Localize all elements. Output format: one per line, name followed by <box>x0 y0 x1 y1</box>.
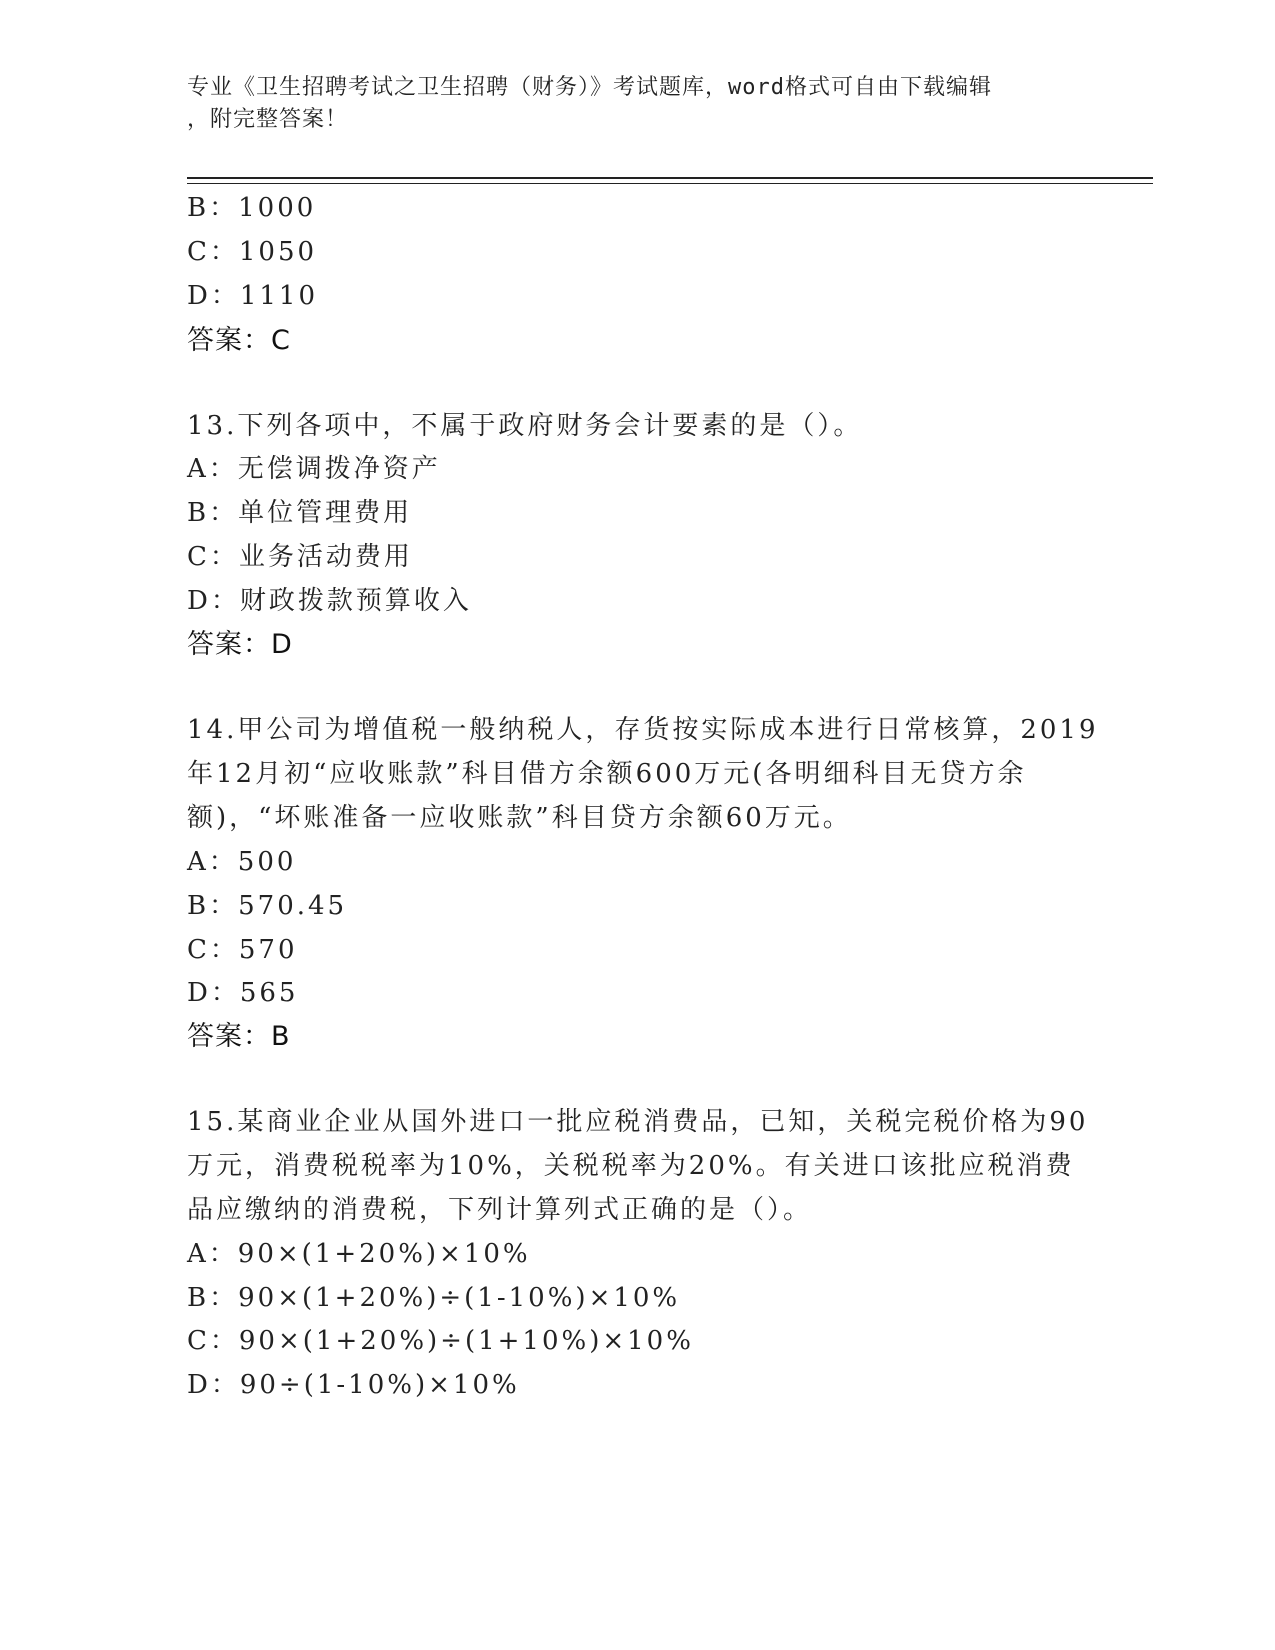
q14-option-d: D：565 <box>187 978 299 1008</box>
q15-stem-line-1: 15.某商业企业从国外进口一批应税消费品，已知，关税完税价格为90 <box>187 1107 1089 1137</box>
q14-stem-line-3: 额)，“坏账准备一应收账款”科目贷方余额60万元。 <box>187 803 852 833</box>
q15-option-d: D：90÷(1-10%)×10% <box>187 1370 520 1400</box>
q15-stem-line-3: 品应缴纳的消费税，下列计算列式正确的是（）。 <box>187 1195 813 1225</box>
q14-answer: 答案：B <box>187 1021 291 1052</box>
q12-option-c: C：1050 <box>187 237 318 267</box>
q12-option-d: D：1110 <box>187 281 319 311</box>
q12-option-b: B：1000 <box>187 193 317 223</box>
q14-stem-line-1: 14.甲公司为增值税一般纳税人，存货按实际成本进行日常核算，2019 <box>187 715 1099 745</box>
q13-stem: 13.下列各项中，不属于政府财务会计要素的是（）。 <box>187 411 863 441</box>
header-divider-thin <box>187 183 1153 184</box>
q13-option-b: B：单位管理费用 <box>187 498 413 528</box>
q13-answer: 答案：D <box>187 629 293 660</box>
header-divider-thick <box>187 177 1153 179</box>
document-header <box>187 72 1087 136</box>
q14-option-b: B：570.45 <box>187 891 348 921</box>
q14-stem-line-2: 年12月初“应收账款”科目借方余额600万元(各明细科目无贷方余 <box>187 759 1027 789</box>
header-line-1: 专业《卫生招聘考试之卫生招聘（财务）》考试题库，word格式可自由下载编辑 <box>187 75 992 100</box>
q14-option-c: C：570 <box>187 935 298 965</box>
q13-option-d: D：财政拨款预算收入 <box>187 586 472 616</box>
q15-option-a: A：90×(1+20%)×10% <box>187 1239 531 1269</box>
q14-option-a: A：500 <box>187 847 297 877</box>
q15-stem-line-2: 万元，消费税税率为10%，关税税率为20%。有关进口该批应税消费 <box>187 1151 1075 1181</box>
q15-option-c: C：90×(1+20%)÷(1+10%)×10% <box>187 1326 694 1356</box>
header-line-2: ，附完整答案！ <box>187 107 349 132</box>
q13-option-a: A：无偿调拨净资产 <box>187 454 441 484</box>
q15-option-b: B：90×(1+20%)÷(1-10%)×10% <box>187 1283 681 1313</box>
q13-option-c: C：业务活动费用 <box>187 542 413 572</box>
q12-answer: 答案：C <box>187 325 291 356</box>
